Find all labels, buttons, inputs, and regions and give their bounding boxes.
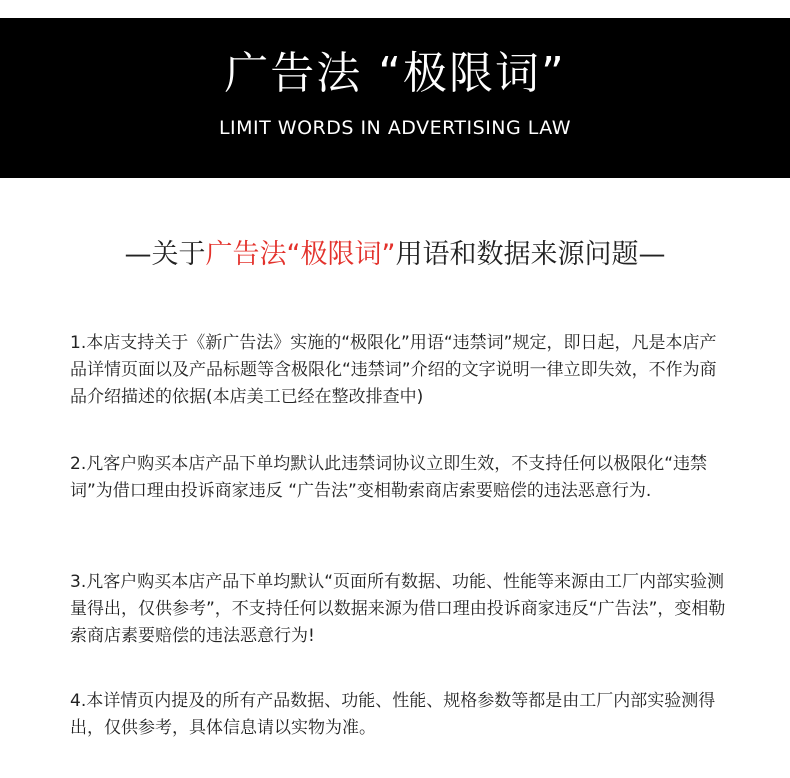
- notice-paragraph-3: 3.凡客户购买本店产品下单均默认“页面所有数据、功能、性能等来源由工厂内部实验测量得出，仅供参考”，不支持任何以数据来源为借口理由投诉商家违反“广告法”，变相勒索商店素要赔偿的违法恶意行为!: [70, 572, 726, 646]
- banner-title: 广告法 “极限词”: [224, 48, 566, 99]
- section-heading-suffix: 用语和数据来源问题—: [395, 239, 666, 270]
- banner-subtitle: LIMIT WORDS IN ADVERTISING LAW: [218, 117, 572, 139]
- header-banner: [0, 18, 790, 178]
- section-heading: [0, 236, 790, 274]
- section-heading-accent: 广告法“极限词”: [205, 239, 396, 270]
- notice-paragraph-2: 2.凡客户购买本店产品下单均默认此违禁词协议立即生效，不支持任何以极限化“违禁词”为借口理由投诉商家违反 “广告法”变相勒索商店索要赔偿的违法恶意行为.: [70, 454, 708, 501]
- notice-paragraph-1: 1.本店支持关于《新广告法》实施的“极限化”用语“违禁词”规定，即日起，凡是本店产品详情页面以及产品标题等含极限化“违禁词”介绍的文字说明一律立即失效，不作为商品介绍描述的依据(本店美工已经在整改排查中): [70, 333, 717, 407]
- notice-paragraph-4: 4.本详情页内提及的所有产品数据、功能、性能、规格参数等都是由工厂内部实验测得出，仅供参考，具体信息请以实物为准。: [70, 691, 716, 738]
- section-heading-prefix: —关于: [124, 239, 206, 270]
